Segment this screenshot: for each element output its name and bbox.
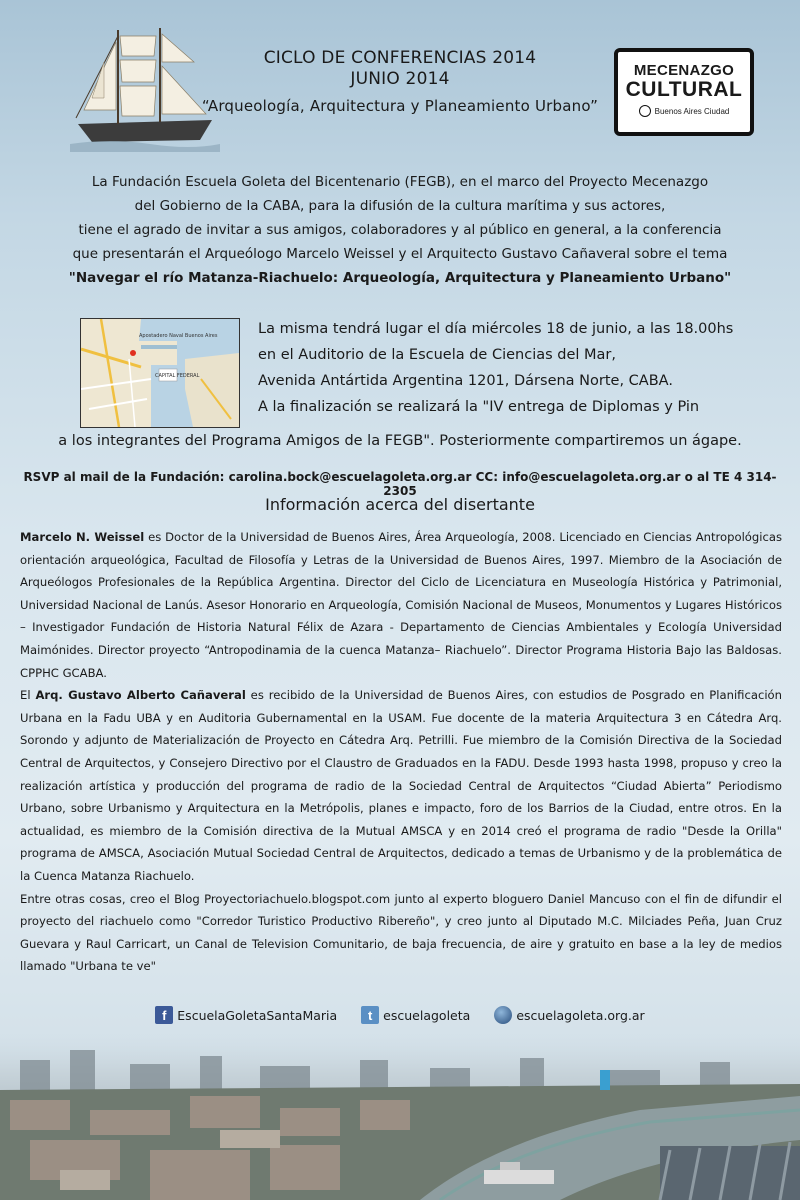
bio-canaveral [20,684,782,887]
sailing-ship-illustration [70,22,220,152]
twitter-icon: t [361,1006,379,1024]
bio-canaveral-prefix: El [20,688,36,703]
website-url: escuelagoleta.org.ar [516,1007,645,1023]
intro-line3: tiene el agrado de invitar a sus amigos, colaboradores y al público en general, a la conferencia [78,222,722,238]
city-seal-icon [639,105,651,117]
twitter-link[interactable] [361,1006,470,1024]
map-label-apostadero: Apostadero Naval Buenos Aires [139,333,218,339]
facebook-handle: EscuelaGoletaSantaMaria [177,1007,338,1023]
intro-line2: del Gobierno de la CABA, para la difusión de la cultura marítima y sus actores, [134,198,666,214]
riachuelo-city-photo [0,1030,800,1200]
location-map [80,318,240,428]
twitter-handle: escuelagoleta [383,1007,471,1023]
bio-canaveral-text: es recibido de la Universidad de Buenos Aires, con estudios de Posgrado en Planificación Urbana en la Fadu UBA y en Auditoria Gubernamental en la USAM. Fue docente de la materia Arquitectura 3 en Cátedra Arq. Sorondo y adjunto de Materialización de Proyecto en Cátedra Arq. Petrilli. Fue miembro de la Comisión Directiva de la Sociedad Central de Arquitectos, y Consejero Directivo por el Claustro de Graduados en la FADU. Desde 1993 hasta 1998, propuso y creo la realización artística y producción del programa de radio de la Sociedad Central de Arquitectos “Ciudad Abierta” Periodismo Urbano, sobre Urbanismo y Arquitectura en la Metrópolis, planes e impacto, foro de los Barrios de la Ciudad, entre otros. En la actualidad, es miembro de la Comisión directiva de la Mutual AMSCA y en 2014 creó el programa de radio "Desde la Orilla" programa de AMSCA, Asociación Mutual Sociedad Central de Arquitectos, dedicado a temas de Urbanismo y de la problemática de la Cuenca Matanza Riachuelo. [20,688,782,883]
bio-weissel-text: es Doctor de la Universidad de Buenos Aires, Área Arqueología, 2008. Licenciado en Ciencias Antropológicas orientación arqueológica, Facultad de Filosofía y Letras de la Universidad de Buenos Aires, 1997. Miembro de la Asociación de Arqueólogos Profesionales de la República Argentina. Director del Ciclo de Licenciatura en Museología Histórica y Patrimonial, Universidad Nacional de Lanús. Asesor Honorario en Arqueología, Comisión Nacional de Museos, Monumentos y Lugares Históricos – Investigador Fundación de Historia Natural Félix de Azara - Departamento de Ciencias Ambientales y Ecología Universidad Maimónides. Director proyecto “Antropodinamia de la cuenca Matanza– Riachuelo”. Director Programa Historia Bajo las Baldosas. CPPHC GCABA. [20,530,782,680]
facebook-link[interactable] [155,1006,337,1024]
event-address-line: Avenida Antártida Argentina 1201, Dársena Norte, CABA. [258,373,673,389]
series-title: CICLO DE CONFERENCIAS 2014 [263,48,537,68]
event-venue-line: en el Auditorio de la Escuela de Ciencias del Mar, [258,347,617,363]
map-label-capital: CAPITAL FEDERAL [155,373,200,379]
intro-line1: La Fundación Escuela Goleta del Bicentenario (FEGB), en el marco del Proyecto Mecenazgo [91,174,709,190]
event-closing-line: a los integrantes del Programa Amigos de la FEGB". Posteriormente compartiremos un ágape. [58,433,742,449]
globe-icon [494,1006,512,1024]
event-header [200,48,600,117]
bio-canaveral-name: Arq. Gustavo Alberto Cañaveral [35,688,246,703]
logo-line1: MECENAZGO [633,62,735,79]
social-links [0,1006,800,1024]
speaker-info-heading: Información acerca del disertante [265,495,535,514]
event-date-line: La misma tendrá lugar el día miércoles 18 de junio, a las 18.00hs [258,321,734,337]
website-link[interactable] [494,1006,644,1024]
event-month: JUNIO 2014 [350,69,450,89]
bio-projects: Entre otras cosas, creo el Blog Proyectoriachuelo.blogspot.com junto al experto bloguero Daniel Mancuso con el fin de difundir el proyecto del riachuelo como "Corredor Turistico Productivo Ribereño", y creo junto al Diputado M.C. Milciades Peña, Juan Cruz Guevara y Raul Carricart, un Canal de Television Comunitario, de baja frecuencia, de aire y gratuito en base a la ley de medios llamado "Urbana te ve" [20,891,782,974]
facebook-icon: f [155,1006,173,1024]
logo-line2: CULTURAL [625,78,743,101]
event-details [258,316,768,420]
logo-line3: Buenos Aires Ciudad [654,106,730,116]
bio-weissel-name: Marcelo N. Weissel [20,530,145,544]
intro-line4: que presentarán el Arqueólogo Marcelo Weissel y el Arquitecto Gustavo Cañaveral sobre el tema [72,246,728,262]
event-diploma-line: A la finalización se realizará la "IV entrega de Diplomas y Pin [258,399,700,415]
invitation-intro [40,170,760,290]
bio-weissel [20,526,782,684]
mecenazgo-cultural-logo [614,48,754,136]
logo-line3-row [618,105,750,117]
rsvp-line: RSVP al mail de la Fundación: carolina.bock@escuelagoleta.org.ar CC: info@escuelagoleta.org.ar o al TE 4 314-2305 [23,470,777,498]
talk-title: "Navegar el río Matanza-Riachuelo: Arqueología, Arquitectura y Planeamiento Urbano" [68,270,732,286]
series-subtitle: “Arqueología, Arquitectura y Planeamiento Urbano” [201,97,599,115]
speaker-bios [20,526,782,978]
